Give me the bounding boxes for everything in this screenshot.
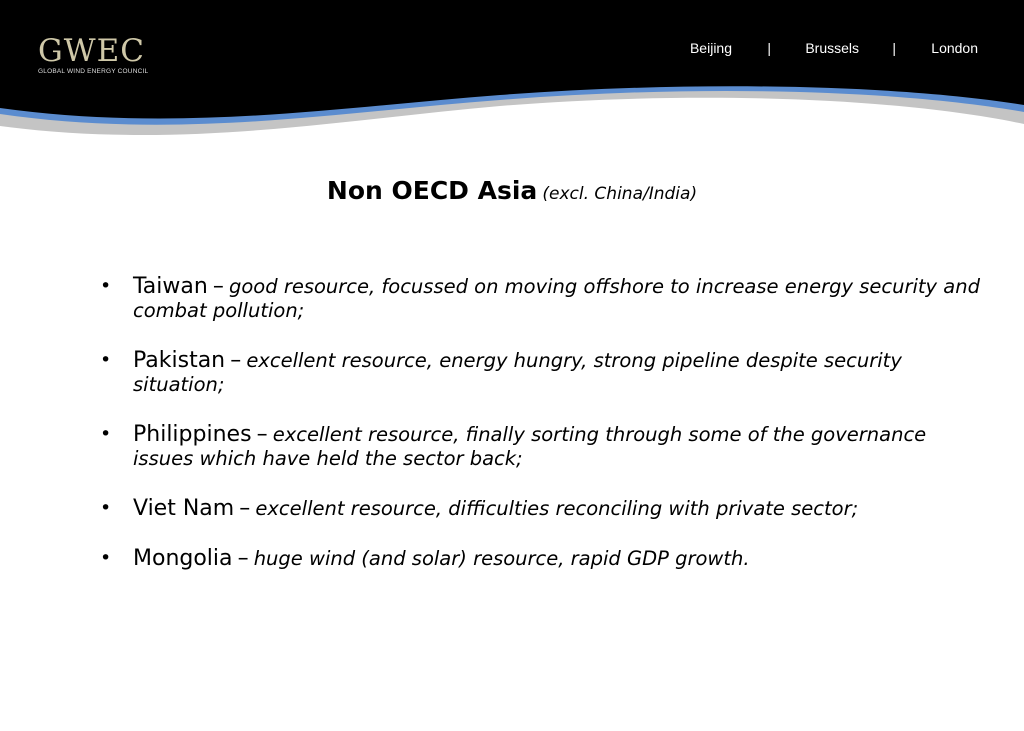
bullet-description: excellent resource, difficulties reconciling with private sector; (255, 497, 859, 520)
bullet-country: Pakistan (133, 348, 226, 373)
bullet-dash: – (230, 348, 242, 373)
bullet-country: Philippines (133, 422, 252, 447)
city-beijing: Beijing (689, 40, 732, 56)
slide-title-main: Non OECD Asia (326, 176, 538, 205)
city-brussels: Brussels (805, 40, 859, 56)
bullet-dash: – (239, 496, 251, 521)
bullet-viet-nam (100, 497, 980, 521)
bullet-dot: • (100, 547, 112, 569)
bullet-dot: • (100, 275, 112, 297)
office-locations (604, 40, 1024, 56)
city-separator: | (892, 40, 896, 56)
bullet-country: Taiwan (133, 274, 208, 299)
bullet-description: excellent resource, energy hungry, strong pipeline despite security situation; (133, 349, 902, 396)
logo-tagline: GLOBAL WIND ENERGY COUNCIL (38, 68, 149, 75)
bullet-dot: • (100, 349, 112, 371)
bullet-country: Viet Nam (133, 496, 235, 521)
slide-title-subtitle: (excl. China/India) (542, 184, 698, 204)
bullet-taiwan (100, 275, 980, 323)
gwec-logo (38, 34, 150, 78)
slide-header (0, 0, 1024, 160)
bullet-description: excellent resource, finally sorting through some of the governance issues which have held the sector back; (133, 423, 927, 470)
bullet-description: huge wind (and solar) resource, rapid GDP growth. (253, 547, 750, 570)
bullet-description: good resource, focussed on moving offshore to increase energy security and combat pollution; (133, 275, 980, 322)
bullet-dot: • (100, 497, 112, 519)
city-separator: | (767, 40, 771, 56)
slide-title (0, 176, 1024, 205)
header-wave-graphic (0, 0, 1024, 160)
city-london: London (931, 40, 978, 56)
bullet-dash: – (212, 274, 224, 299)
bullet-dash: – (256, 422, 268, 447)
bullet-dot: • (100, 423, 112, 445)
bullet-country: Mongolia (133, 546, 233, 571)
bullet-dash: – (237, 546, 249, 571)
country-bullet-list (100, 275, 980, 597)
bullet-mongolia (100, 547, 980, 571)
bullet-pakistan (100, 349, 980, 397)
bullet-philippines (100, 423, 980, 471)
logo-mark: GWEC (38, 33, 145, 69)
